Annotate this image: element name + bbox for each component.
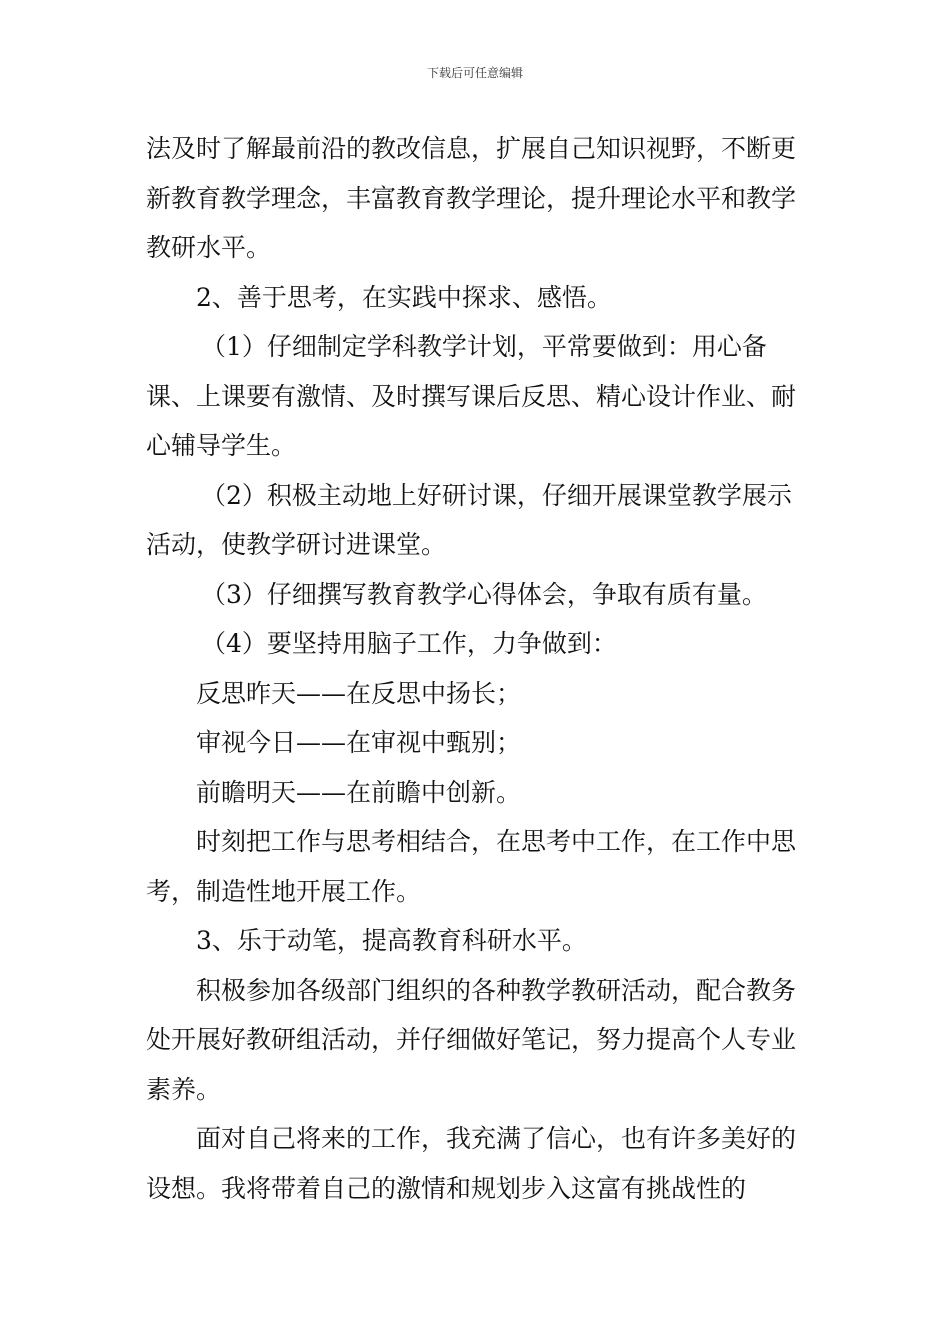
- motto-line-3: 前瞻明天——在前瞻中创新。: [196, 777, 522, 807]
- page-header: 下载后可任意编辑: [426, 66, 523, 80]
- document-body: [146, 124, 811, 1213]
- section-heading-2: 2、善于思考，在实践中探求、感悟。: [196, 282, 612, 312]
- section-heading-3: 3、乐于动笔，提高教育科研水平。: [196, 926, 587, 955]
- list-item-1: （1）仔细制定学科教学计划，平常要做到：用心备课、上课要有激情、及时撰写课后反思、精心设计作业、耐心辅导学生。: [146, 332, 797, 460]
- motto-line-1: 反思昨天——在反思中扬长；: [196, 678, 522, 708]
- paragraph-closing: 面对自己将来的工作，我充满了信心，也有许多美好的设想。我将带着自己的激情和规划步入这富有挑战性的: [146, 1124, 797, 1203]
- paragraph-reflection: 时刻把工作与思考相结合，在思考中工作，在工作中思考，制造性地开展工作。: [146, 827, 797, 906]
- list-item-2: （2）积极主动地上好研讨课，仔细开展课堂教学展示活动，使教学研讨进课堂。: [146, 480, 792, 559]
- motto-line-2: 审视今日——在审视中甄别；: [196, 728, 522, 757]
- list-item-4: （4）要坚持用脑子工作，力争做到：: [201, 629, 617, 658]
- paragraph-continuation: 法及时了解最前沿的教改信息，扩展自己知识视野，不断更新教育教学理念，丰富教育教学理论，提升理论水平和教学教研水平。: [146, 134, 797, 262]
- paragraph-research: 积极参加各级部门组织的各种教学教研活动，配合教务处开展好教研组活动，并仔细做好笔记，努力提高个人专业素养。: [146, 975, 797, 1104]
- list-item-3: （3）仔细撰写教育教学心得体会，争取有质有量。: [201, 579, 767, 609]
